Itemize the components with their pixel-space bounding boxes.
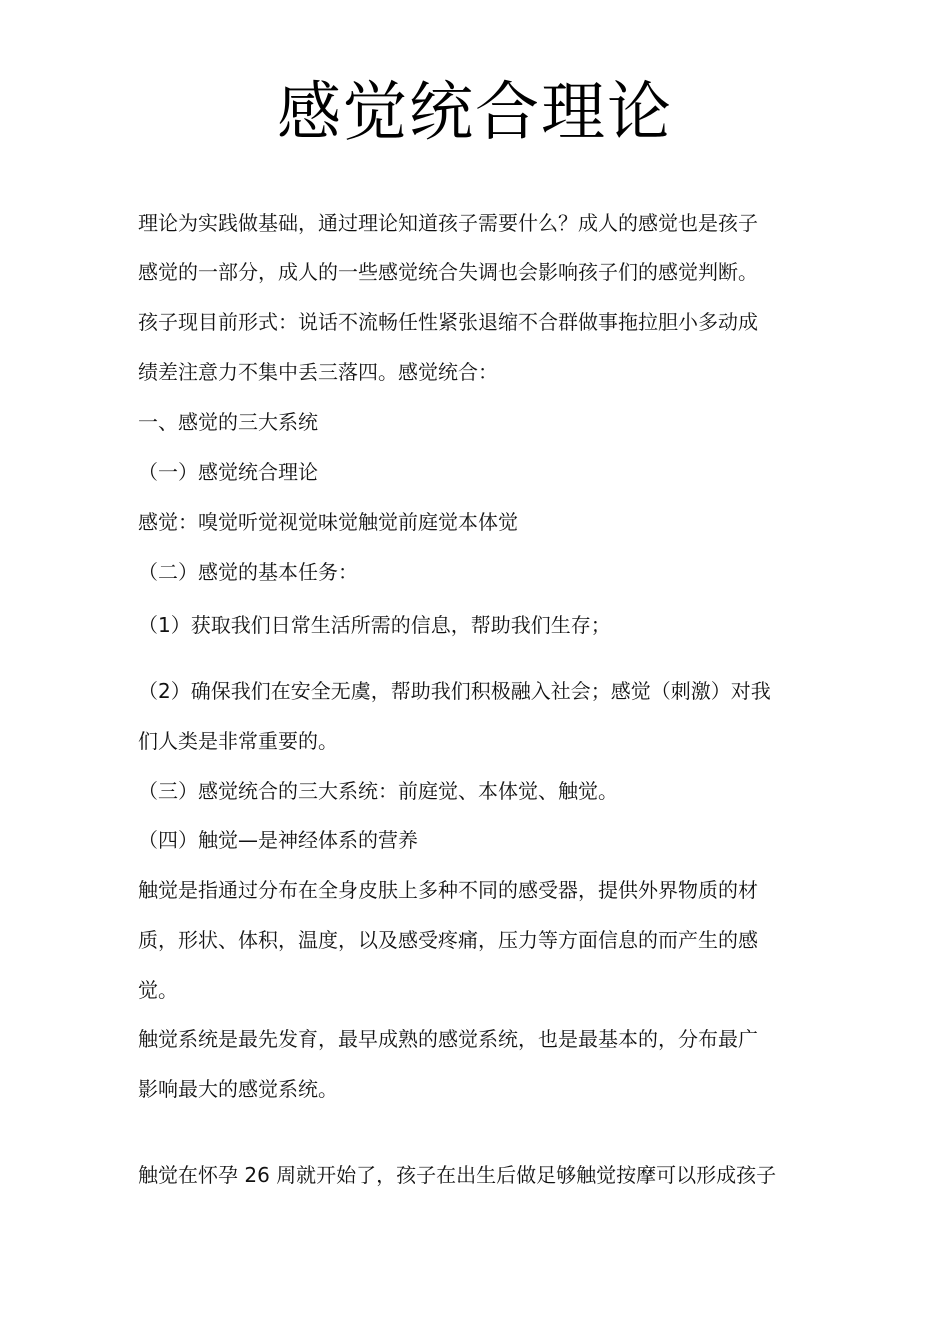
subsection-heading: （二）感觉的基本任务： <box>138 560 358 584</box>
text-line: 们人类是非常重要的。 <box>138 729 338 753</box>
subsection-heading: （四）触觉—是神经体系的营养 <box>138 828 418 852</box>
text-line: 感觉的一部分，成人的一些感觉统合失调也会影响孩子们的感觉判断。 <box>138 260 758 284</box>
text-line: 触觉系统是最先发育，最早成熟的感觉系统，也是最基本的，分布最广 <box>138 1027 758 1051</box>
text-line: 质，形状、体积，温度，以及感受疼痛，压力等方面信息的而产生的感 <box>138 928 758 952</box>
text-line: 触觉在怀孕 26 周就开始了，孩子在出生后做足够触觉按摩可以形成孩子 <box>138 1163 777 1187</box>
text-line: 影响最大的感觉系统。 <box>138 1077 338 1101</box>
text-line: 触觉是指通过分布在全身皮肤上多种不同的感受器，提供外界物质的材 <box>138 878 758 902</box>
text-line: 理论为实践做基础，通过理论知道孩子需要什么？成人的感觉也是孩子 <box>138 211 758 235</box>
subsection-heading: （一）感觉统合理论 <box>138 460 318 484</box>
list-item: （2）确保我们在安全无虞，帮助我们积极融入社会；感觉（刺激）对我 <box>138 679 771 703</box>
subsection-heading: （三）感觉统合的三大系统：前庭觉、本体觉、触觉。 <box>138 779 618 803</box>
text-line: 孩子现目前形式：说话不流畅任性紧张退缩不合群做事拖拉胆小多动成 <box>138 310 758 334</box>
text-line: 感觉：嗅觉听觉视觉味觉触觉前庭觉本体觉 <box>138 510 518 534</box>
text-line: 绩差注意力不集中丢三落四。感觉统合： <box>138 360 498 384</box>
list-item: （1）获取我们日常生活所需的信息，帮助我们生存； <box>138 613 611 637</box>
document-title: 感觉统合理论 <box>277 76 673 150</box>
text-line: 觉。 <box>138 978 178 1002</box>
section-heading: 一、感觉的三大系统 <box>138 410 318 434</box>
